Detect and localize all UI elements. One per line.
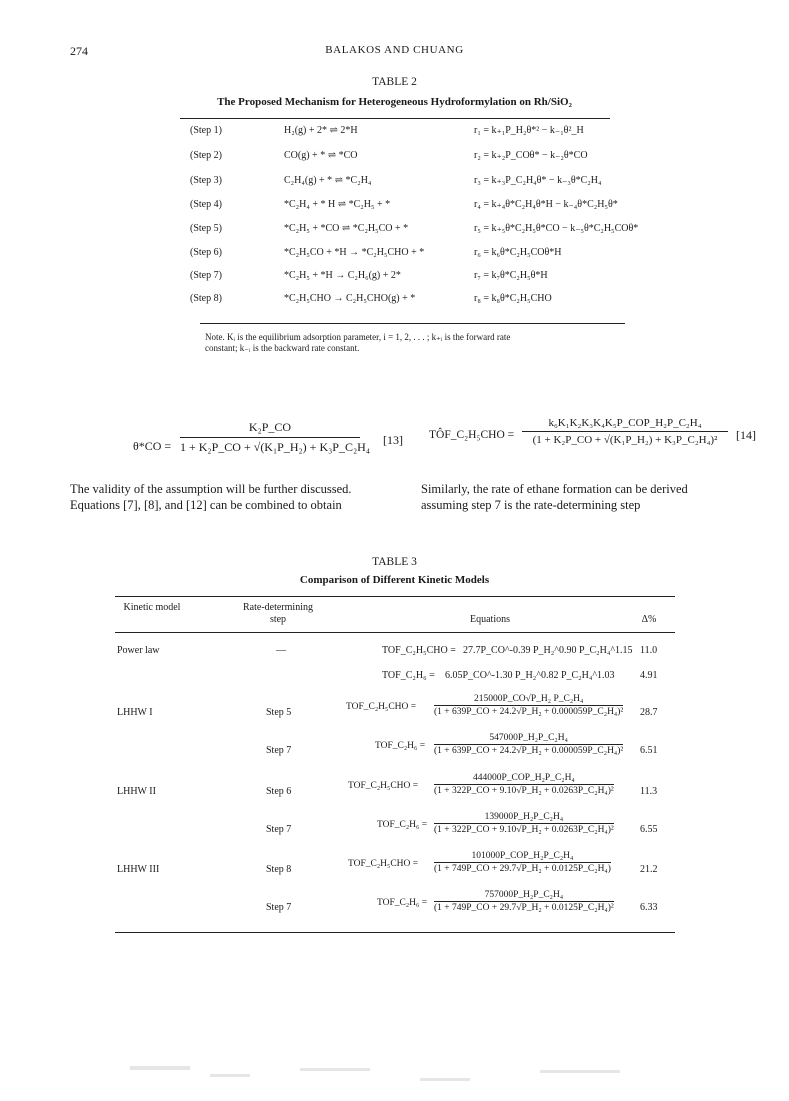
right-paragraph: [421, 481, 688, 513]
delta-value: 21.2: [640, 864, 658, 875]
rds-step: —: [276, 645, 286, 656]
eq14-number: [14]: [736, 428, 756, 442]
eq14-denominator: (1 + K₂P_CO + √(K₁P_H₂) + K₃P_C₂H₄)²: [532, 434, 718, 446]
table2-row: [0, 150, 789, 170]
reaction: CO(g) + * ⇌ *CO: [284, 150, 358, 161]
rds-step: Step 7: [266, 745, 292, 756]
equation-fraction: [377, 812, 614, 835]
table2-row: [0, 175, 789, 195]
equation-fraction: [348, 851, 611, 874]
delta-value: 11.3: [640, 786, 658, 797]
delta-value: 28.7: [640, 707, 658, 718]
text-line: Equations [7], [8], and [12] can be combined to obtain: [70, 498, 342, 512]
header-kinetic-model: Kinetic model: [123, 602, 181, 613]
equation-denominator: (1 + 322P_CO + 9.10√P_H₂ + 0.0263P_C₂H₄)²: [434, 786, 614, 796]
table3-top-rule: [115, 596, 675, 597]
text-line: Similarly, the rate of ethane formation can be derived: [421, 482, 688, 496]
equation-lhs: TOF_C₂H₅CHO =: [348, 859, 419, 869]
equation-denominator: (1 + 639P_CO + 24.2√P_H₂ + 0.000059P_C₂H₄)²: [434, 707, 624, 717]
eq13-lhs: θ*CO =: [133, 439, 172, 453]
rate-expression: r₅ = k₊₅θ*C₂H₅θ*CO − k₋₅θ*C₂H₅COθ*: [474, 223, 639, 234]
step-label: (Step 6): [190, 247, 222, 258]
table2-note: [205, 332, 625, 354]
equation-numerator: 215000P_CO√P_H₂ P_C₂H₄: [434, 694, 623, 706]
equation-rhs: 6.05P_CO^-1.30 P_H₂^0.82 P_C₂H₄^1.03: [445, 670, 615, 681]
scan-noise: [120, 1060, 680, 1090]
step-label: (Step 8): [190, 293, 222, 304]
table2-row: [0, 199, 789, 219]
note-line: Note. Kᵢ is the equilibrium adsorption parameter, i = 1, 2, . . . ; k₊ᵢ is the forward rate: [205, 332, 511, 342]
text-line: assuming step 7 is the rate-determining step: [421, 498, 641, 512]
rds-step: Step 7: [266, 902, 292, 913]
table3-header-rule: [115, 632, 675, 633]
rate-expression: r₆ = k₆θ*C₂H₅COθ*H: [474, 247, 562, 258]
table3-caption: TABLE 3: [372, 556, 417, 568]
equation-denominator: (1 + 639P_CO + 24.2√P_H₂ + 0.000059P_C₂H₄)²: [434, 746, 624, 756]
step-label: (Step 7): [190, 270, 222, 281]
equation-numerator: 757000P_H₂P_C₂H₄: [434, 890, 614, 902]
left-paragraph: [70, 481, 352, 513]
step-label: (Step 5): [190, 223, 222, 234]
header-rate-determining-step: Rate-determining step: [243, 602, 313, 625]
equation-numerator: 101000P_COP_H₂P_C₂H₄: [434, 851, 611, 863]
model-name: LHHW III: [117, 864, 160, 875]
rate-expression: r₃ = k₊₃P_C₂H₄θ* − k₋₃θ*C₂H₄: [474, 175, 602, 186]
table2-row: [0, 293, 789, 313]
equation-lhs: TOF_C₂H₅CHO =: [382, 645, 456, 656]
table3-bottom-rule: [115, 932, 675, 933]
eq14-numerator: k₆K₁K₂K₃K₄K₅P_COP_H₂P_C₂H₄: [522, 417, 728, 432]
step-label: (Step 4): [190, 199, 222, 210]
step-label: (Step 2): [190, 150, 222, 161]
equation-denominator: (1 + 322P_CO + 9.10√P_H₂ + 0.0263P_C₂H₄)²: [434, 825, 614, 835]
step-label: (Step 1): [190, 125, 222, 136]
text-line: The validity of the assumption will be further discussed.: [70, 482, 352, 496]
rds-step: Step 7: [266, 824, 292, 835]
equation-numerator: 547000P_H₂P_C₂H₄: [434, 733, 623, 745]
model-name: Power law: [117, 645, 160, 656]
delta-value: 11.0: [640, 645, 658, 656]
eq14-lhs: TÔF_C₂H₅CHO =: [429, 429, 515, 441]
equation-lhs: TOF_C₂H₆ =: [377, 898, 428, 908]
eq14-fraction: [522, 417, 728, 446]
equation-rhs: 27.7P_CO^-0.39 P_H₂^0.90 P_C₂H₄^1.15: [463, 645, 633, 656]
running-title: BALAKOS AND CHUANG: [325, 44, 464, 56]
table2-row: [0, 247, 789, 267]
reaction: C₂H₄(g) + * ⇌ *C₂H₄: [284, 175, 372, 186]
rds-step: Step 8: [266, 864, 292, 875]
table2-row: [0, 270, 789, 290]
eq13-denominator: 1 + K₂P_CO + √(K₁P_H₂) + K₃P_C₂H₄: [180, 440, 371, 454]
model-name: LHHW II: [117, 786, 156, 797]
delta-value: 6.51: [640, 745, 658, 756]
equation-numerator: 139000P_H₂P_C₂H₄: [434, 812, 614, 824]
reaction: *C₂H₄ + * H ⇌ *C₂H₅ + *: [284, 199, 391, 210]
equation-fraction: [346, 694, 623, 717]
reaction: *C₂H₅CO + *H → *C₂H₅CHO + *: [284, 247, 425, 258]
note-line: constant; k₋ᵢ is the backward rate constant.: [205, 343, 360, 353]
equation-fraction: [375, 733, 623, 756]
table2-title: The Proposed Mechanism for Heterogeneous Hydroformylation on Rh/SiO₂: [217, 96, 572, 108]
rds-step: Step 5: [266, 707, 292, 718]
step-label: (Step 3): [190, 175, 222, 186]
table2-row: [0, 223, 789, 243]
delta-value: 4.91: [640, 670, 658, 681]
header-delta: Δ%: [641, 614, 657, 625]
table2-top-rule: [180, 118, 610, 119]
reaction: *C₂H₅ + *H → C₂H₆(g) + 2*: [284, 270, 401, 281]
equation-numerator: 444000P_COP_H₂P_C₂H₄: [434, 773, 614, 785]
equation-fraction: [377, 890, 614, 913]
equation-lhs: TOF_C₂H₆ =: [375, 741, 426, 751]
equation-denominator: (1 + 749P_CO + 29.7√P_H₂ + 0.0125P_C₂H₄): [434, 864, 611, 874]
reaction: H₂(g) + 2* ⇌ 2*H: [284, 125, 358, 136]
equation-lhs: TOF_C₂H₅CHO =: [346, 702, 417, 712]
rate-expression: r₄ = k₊₄θ*C₂H₄θ*H − k₋₄θ*C₂H₅θ*: [474, 199, 618, 210]
equation-lhs: TOF_C₂H₆ =: [377, 820, 428, 830]
eq13-fraction: [180, 420, 371, 455]
reaction: *C₂H₅ + *CO ⇌ *C₂H₅CO + *: [284, 223, 409, 234]
rate-expression: r₂ = k₊₂P_COθ* − k₋₂θ*CO: [474, 150, 588, 161]
rate-expression: r₇ = k₇θ*C₂H₅θ*H: [474, 270, 548, 281]
equation-lhs: TOF_C₂H₅CHO =: [348, 781, 419, 791]
rate-expression: r₈ = k₈θ*C₂H₅CHO: [474, 293, 552, 304]
equation-denominator: (1 + 749P_CO + 29.7√P_H₂ + 0.0125P_C₂H₄)²: [434, 903, 614, 913]
reaction: *C₂H₅CHO → C₂H₅CHO(g) + *: [284, 293, 416, 304]
equation-fraction: [348, 773, 614, 796]
delta-value: 6.55: [640, 824, 658, 835]
table2-row: [0, 125, 789, 145]
delta-value: 6.33: [640, 902, 658, 913]
page-number: 274: [70, 44, 88, 58]
table2-bottom-rule: [200, 323, 625, 324]
model-name: LHHW I: [117, 707, 153, 718]
eq13-numerator: K₂P_CO: [180, 420, 360, 438]
table2-caption: TABLE 2: [372, 76, 417, 88]
header-equations: Equations: [470, 614, 510, 625]
table3-title: Comparison of Different Kinetic Models: [299, 574, 490, 586]
rate-expression: r₁ = k₊₁P_H₂θ*² − k₋₁θ²_H: [474, 125, 584, 136]
rds-step: Step 6: [266, 786, 292, 797]
eq13-number: [13]: [383, 433, 403, 447]
equation-lhs: TOF_C₂H₆ =: [382, 670, 435, 681]
